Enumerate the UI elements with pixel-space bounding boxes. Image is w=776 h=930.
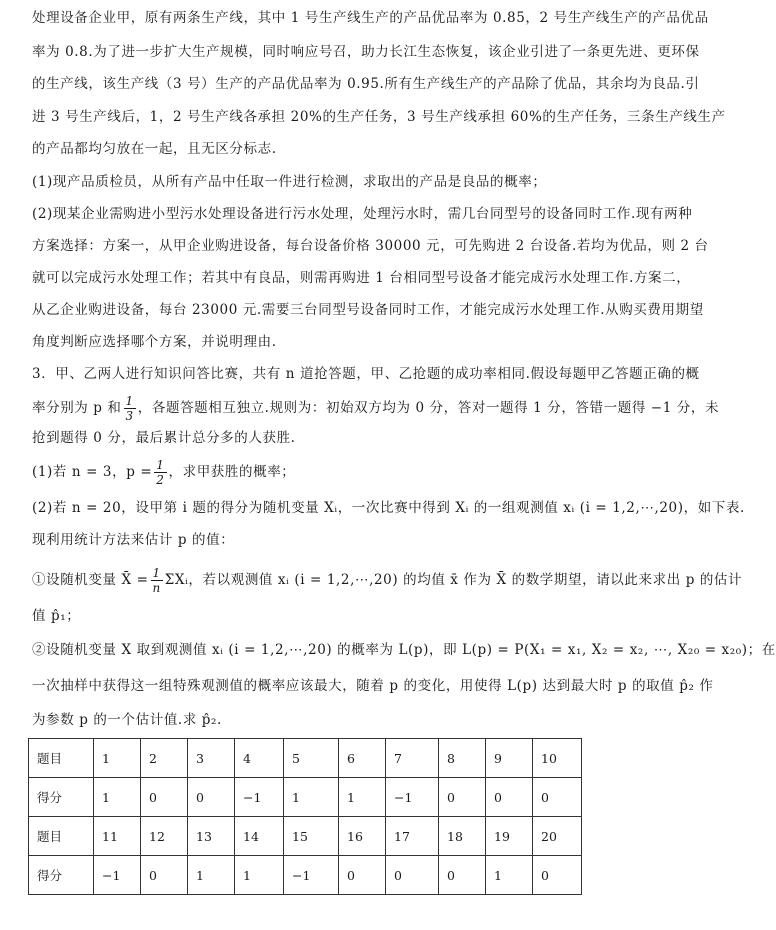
problem-3-line2 <box>32 394 720 423</box>
table-cell: 0 <box>486 778 533 817</box>
table-cell: 5 <box>284 739 339 778</box>
problem-3-line1: 3．甲、乙两人进行知识问答比赛，共有 n 道抢答题，甲、乙抢题的成功率相同.假设每题甲乙答题正确的概 <box>32 366 700 382</box>
table-cell: 1 <box>188 856 235 895</box>
sub-question-2-line2: 一次抽样中获得这一组特殊观测值的概率应该最大，随着 p 的变化，用使得 L(p) 达到最大时 p 的取值 p̂₂ 作 <box>32 678 714 694</box>
table-cell: 17 <box>386 817 439 856</box>
table-cell: 1 <box>486 856 533 895</box>
sub-question-1-line2: 值 p̂₁； <box>32 608 81 624</box>
para1-line1: 处理设备企业甲，原有两条生产线，其中 1 号生产线生产的产品优品率为 0.85，2 号生产线生产的产品优品 <box>32 10 709 26</box>
table-cell: 0 <box>386 856 439 895</box>
table-cell: 20 <box>533 817 582 856</box>
sub-question-2-line1: ②设随机变量 X 取到观测值 xᵢ (i = 1,2,⋯,20) 的概率为 L(p)，即 L(p) = P(X₁ = x₁, X₂ = x₂, ⋯, X₂₀ = x₂₀)；在 <box>32 642 776 658</box>
table-cell: 1 <box>94 739 141 778</box>
table-cell: 0 <box>141 856 188 895</box>
sub1-a: ①设随机变量 X̄ = <box>32 572 149 588</box>
sub-question-1-line1 <box>32 566 743 595</box>
table-cell: 12 <box>141 817 188 856</box>
sub-question-2-line3: 为参数 p 的一个估计值.求 p̂₂. <box>32 712 222 728</box>
question-2-line3: 就可以完成污水处理工作；若其中有良品，则需再购进 1 台相同型号设备才能完成污水处理工作.方案二， <box>32 270 691 286</box>
question-2-line5: 角度判断应选择哪个方案，并说明理由. <box>32 334 277 350</box>
table-cell: 0 <box>439 778 486 817</box>
table-cell: 0 <box>533 778 582 817</box>
table-cell: 7 <box>386 739 439 778</box>
p3q1-a: (1)若 n = 3，p = <box>32 464 153 480</box>
problem-3-question-1 <box>32 458 673 487</box>
table-cell: 4 <box>235 739 284 778</box>
table-cell: 1 <box>339 778 386 817</box>
table-cell: 0 <box>188 778 235 817</box>
sub1-b: ΣXᵢ，若以观测值 xᵢ (i = 1,2,⋯,20) 的均值 x̄ 作为 X̄ 的数学期望，请以此来求出 p 的估计 <box>164 572 743 588</box>
fraction-one-half: $\frac{1}{2}$ <box>156 458 165 487</box>
para1-line2: 率为 0.8.为了进一步扩大生产规模，同时响应号召，助力长江生态恢复，该企业引进了一条更先进、更环保 <box>32 44 700 60</box>
table-cell: −1 <box>386 778 439 817</box>
table-cell: 1 <box>284 778 339 817</box>
problem-3-question-2-line2: 现利用统计方法来估计 p 的值： <box>32 532 235 548</box>
fraction-one-third: $\frac{1}{3}$ <box>125 394 134 423</box>
table-cell: 9 <box>486 739 533 778</box>
row-label-problem: 题目 <box>29 739 94 778</box>
table-cell: 0 <box>339 856 386 895</box>
table-cell: 10 <box>533 739 582 778</box>
table-cell: 3 <box>188 739 235 778</box>
row-label-problem: 题目 <box>29 817 94 856</box>
table-cell: 0 <box>141 778 188 817</box>
table-cell: 6 <box>339 739 386 778</box>
table-cell: 19 <box>486 817 533 856</box>
table-row-scores-2 <box>29 856 582 895</box>
table-cell: 1 <box>235 856 284 895</box>
score-table <box>28 738 582 895</box>
table-cell: 2 <box>141 739 188 778</box>
question-2-line2: 方案选择：方案一，从甲企业购进设备，每台设备价格 30000 元，可先购进 2 台设备.若均为优品，则 2 台 <box>32 238 709 254</box>
table-cell: −1 <box>235 778 284 817</box>
fraction-one-over-n: $\frac{1}{n}$ <box>152 566 161 595</box>
p3q1-b: ，求甲获胜的概率； <box>168 464 296 480</box>
table-cell: −1 <box>284 856 339 895</box>
question-2-line1: (2)现某企业需购进小型污水处理设备进行污水处理，处理污水时，需几台同型号的设备同时工作.现有两种 <box>32 206 693 222</box>
table-cell: 15 <box>284 817 339 856</box>
table-cell: 8 <box>439 739 486 778</box>
para1-line4: 进 3 号生产线后，1，2 号生产线各承担 20%的生产任务，3 号生产线承担 60%的生产任务，三条生产线生产 <box>32 109 726 125</box>
table-cell: 11 <box>94 817 141 856</box>
table-row-problems-2 <box>29 817 582 856</box>
problem-3-line2-a: 率分别为 p 和 <box>32 400 122 416</box>
para1-line3: 的生产线，该生产线（3 号）生产的产品优品率为 0.95.所有生产线生产的产品除了优品，其余均为良品.引 <box>32 76 700 92</box>
table-row-problems-1 <box>29 739 582 778</box>
table-cell: 0 <box>439 856 486 895</box>
row-label-score: 得分 <box>29 778 94 817</box>
table-cell: 18 <box>439 817 486 856</box>
table-cell: 0 <box>533 856 582 895</box>
table-cell: 16 <box>339 817 386 856</box>
para1-line5: 的产品都均匀放在一起，且无区分标志. <box>32 141 277 157</box>
table-cell: 13 <box>188 817 235 856</box>
question-1: (1)现产品质检员，从所有产品中任取一件进行检测，求取出的产品是良品的概率； <box>32 174 547 190</box>
row-label-score: 得分 <box>29 856 94 895</box>
table-cell: 14 <box>235 817 284 856</box>
problem-3-question-2-line1: (2)若 n = 20，设甲第 i 题的得分为随机变量 Xᵢ，一次比赛中得到 Xᵢ 的一组观测值 xᵢ (i = 1,2,⋯,20)，如下表. <box>32 500 745 516</box>
problem-3-line3: 抢到题得 0 分，最后累计总分多的人获胜. <box>32 430 296 446</box>
problem-3-line2-b: ，各题答题相互独立.规则为：初始双方均为 0 分，答对一题得 1 分，答错一题得 −1 分，未 <box>137 400 720 416</box>
question-2-line4: 从乙企业购进设备，每台 23000 元.需要三台同型号设备同时工作，才能完成污水处理工作.从购买费用期望 <box>32 302 704 318</box>
table-cell: 1 <box>94 778 141 817</box>
table-row-scores-1 <box>29 778 582 817</box>
table-cell: −1 <box>94 856 141 895</box>
